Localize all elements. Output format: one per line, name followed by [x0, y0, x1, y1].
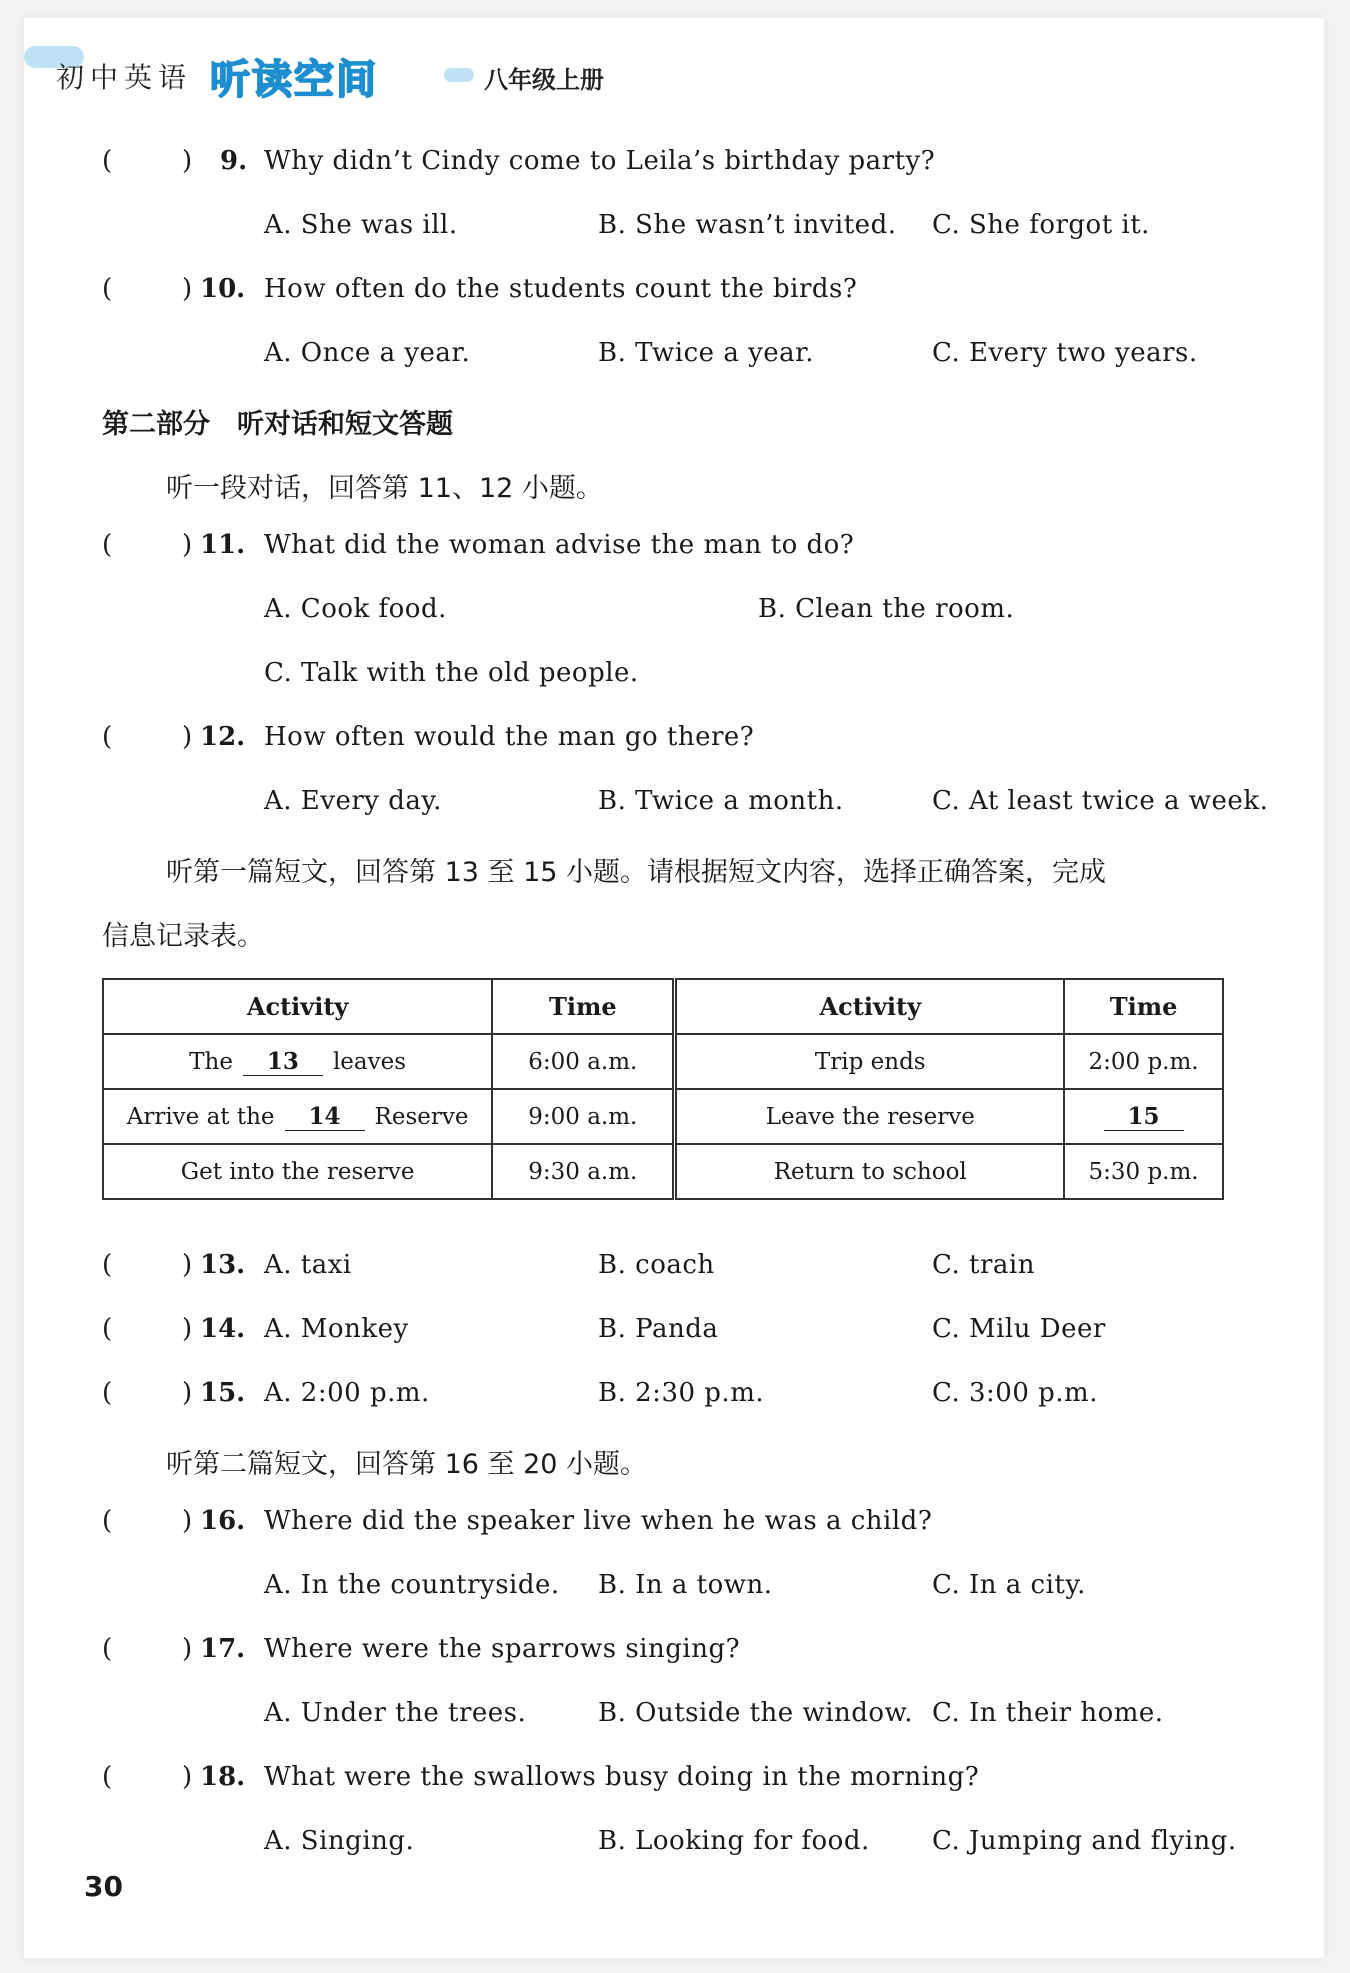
- series-title: 初中英语: [56, 61, 193, 94]
- instruction-passage-2: 听第二篇短文，回答第 16 至 20 小题。: [166, 1449, 648, 1480]
- instruction-passage-1: 听第一篇短文，回答第 13 至 15 小题。请根据短文内容，选择正确答案，完成: [166, 857, 1107, 888]
- cell-text: Arrive at the: [126, 1103, 275, 1130]
- table-row: [103, 1144, 1223, 1199]
- question-text: Where were the sparrows singing?: [264, 1634, 741, 1664]
- option-a: A. Cook food.: [264, 594, 447, 624]
- answer-paren-open: (: [102, 274, 113, 304]
- question-number: 10.: [200, 274, 246, 304]
- answer-paren-close: ): [182, 274, 193, 304]
- answer-paren-close: ): [182, 1506, 193, 1536]
- option-c: C. 3:00 p.m.: [932, 1378, 1098, 1408]
- info-record-table: [102, 978, 1224, 1200]
- option-a: A. 2:00 p.m.: [264, 1378, 430, 1408]
- answer-paren-open: (: [102, 1506, 113, 1536]
- answer-paren-open: (: [102, 722, 113, 752]
- answer-paren-open: (: [102, 1250, 113, 1280]
- answer-paren-close: ): [182, 1314, 193, 1344]
- question-number: 17.: [200, 1634, 246, 1664]
- option-a: A. Under the trees.: [264, 1698, 527, 1728]
- question-number: 12.: [200, 722, 246, 752]
- question-text: How often do the students count the birds?: [264, 274, 858, 304]
- activity-cell: [103, 1034, 492, 1089]
- option-a: A. Singing.: [264, 1826, 415, 1856]
- question-14: [24, 1314, 1324, 1354]
- question-number: 16.: [200, 1506, 246, 1536]
- question-15: [24, 1378, 1324, 1418]
- question-17: [24, 1634, 1324, 1674]
- option-c: C. Milu Deer: [932, 1314, 1106, 1344]
- table-header-row: [103, 979, 1223, 1034]
- option-b: B. Clean the room.: [758, 594, 1015, 624]
- activity-cell: Return to school: [675, 1144, 1064, 1199]
- header-time: Time: [492, 979, 675, 1034]
- answer-paren-close: ): [182, 146, 193, 176]
- option-a: A. Every day.: [264, 786, 442, 816]
- option-b: B. Looking for food.: [598, 1826, 870, 1856]
- question-11: [24, 530, 1324, 570]
- option-b: B. Twice a month.: [598, 786, 844, 816]
- option-c: C. train: [932, 1250, 1035, 1280]
- answer-paren-close: ): [182, 1378, 193, 1408]
- grade-label: 八年级上册: [484, 66, 604, 94]
- answer-paren-open: (: [102, 1378, 113, 1408]
- cell-text: The: [189, 1048, 233, 1075]
- option-a: A. Monkey: [264, 1314, 409, 1344]
- option-a: A. taxi: [264, 1250, 352, 1280]
- option-b: B. 2:30 p.m.: [598, 1378, 765, 1408]
- time-cell: [1064, 1089, 1223, 1144]
- question-number: 14.: [200, 1314, 246, 1344]
- option-a: A. In the countryside.: [264, 1570, 560, 1600]
- time-cell: 6:00 a.m.: [492, 1034, 675, 1089]
- question-9: [24, 146, 1324, 186]
- question-number: 9.: [220, 146, 248, 176]
- question-18: [24, 1762, 1324, 1802]
- option-b: B. She wasn’t invited.: [598, 210, 897, 240]
- activity-cell: [103, 1089, 492, 1144]
- question-text: How often would the man go there?: [264, 722, 755, 752]
- answer-paren-open: (: [102, 1634, 113, 1664]
- question-text: Where did the speaker live when he was a child?: [264, 1506, 933, 1536]
- instruction-dialogue: 听一段对话，回答第 11、12 小题。: [166, 473, 603, 504]
- cloud-decoration-small: [444, 68, 474, 82]
- question-number: 18.: [200, 1762, 246, 1792]
- time-cell: 2:00 p.m.: [1064, 1034, 1223, 1089]
- question-13: [24, 1250, 1324, 1290]
- time-cell: 9:00 a.m.: [492, 1089, 675, 1144]
- activity-cell: Trip ends: [675, 1034, 1064, 1089]
- answer-paren-close: ): [182, 1250, 193, 1280]
- cell-text: Reserve: [374, 1103, 469, 1130]
- answer-paren-close: ): [182, 722, 193, 752]
- option-b: B. coach: [598, 1250, 715, 1280]
- option-b: B. Twice a year.: [598, 338, 815, 368]
- option-c: C. Every two years.: [932, 338, 1198, 368]
- question-10: [24, 274, 1324, 314]
- time-cell: 5:30 p.m.: [1064, 1144, 1223, 1199]
- answer-paren-close: ): [182, 530, 193, 560]
- instruction-passage-1-cont: 信息记录表。: [102, 921, 264, 952]
- header-activity: Activity: [675, 979, 1064, 1034]
- option-b: B. In a town.: [598, 1570, 773, 1600]
- activity-cell: Leave the reserve: [675, 1089, 1064, 1144]
- answer-paren-close: ): [182, 1634, 193, 1664]
- option-c: C. Jumping and flying.: [932, 1826, 1237, 1856]
- header-time: Time: [1064, 979, 1223, 1034]
- option-c: C. At least twice a week.: [932, 786, 1269, 816]
- cell-text: leaves: [332, 1048, 407, 1075]
- table-row: [103, 1034, 1223, 1089]
- blank-15: 15: [1104, 1103, 1184, 1131]
- answer-paren-close: ): [182, 1762, 193, 1792]
- table-row: [103, 1089, 1223, 1144]
- option-c: C. She forgot it.: [932, 210, 1150, 240]
- answer-paren-open: (: [102, 530, 113, 560]
- option-a: A. Once a year.: [264, 338, 471, 368]
- blank-14: 14: [285, 1103, 365, 1131]
- answer-paren-open: (: [102, 146, 113, 176]
- activity-cell: Get into the reserve: [103, 1144, 492, 1199]
- question-text: What did the woman advise the man to do?: [264, 530, 855, 560]
- option-c: C. Talk with the old people.: [264, 658, 639, 688]
- brand-logo: 听读空间: [210, 57, 378, 103]
- option-b: B. Outside the window.: [598, 1698, 913, 1728]
- header-activity: Activity: [103, 979, 492, 1034]
- option-a: A. She was ill.: [264, 210, 458, 240]
- page: [24, 18, 1324, 1958]
- blank-13: 13: [243, 1048, 323, 1076]
- question-number: 11.: [200, 530, 246, 560]
- question-12: [24, 722, 1324, 762]
- page-number: 30: [84, 1870, 123, 1903]
- question-16: [24, 1506, 1324, 1546]
- option-c: C. In their home.: [932, 1698, 1164, 1728]
- answer-paren-open: (: [102, 1314, 113, 1344]
- option-c: C. In a city.: [932, 1570, 1086, 1600]
- question-number: 15.: [200, 1378, 246, 1408]
- answer-paren-open: (: [102, 1762, 113, 1792]
- question-number: 13.: [200, 1250, 246, 1280]
- time-cell: 9:30 a.m.: [492, 1144, 675, 1199]
- section-title: 第二部分 听对话和短文答题: [102, 409, 453, 440]
- question-text: What were the swallows busy doing in the morning?: [264, 1762, 980, 1792]
- question-text: Why didn’t Cindy come to Leila’s birthday party?: [264, 146, 936, 176]
- option-b: B. Panda: [598, 1314, 719, 1344]
